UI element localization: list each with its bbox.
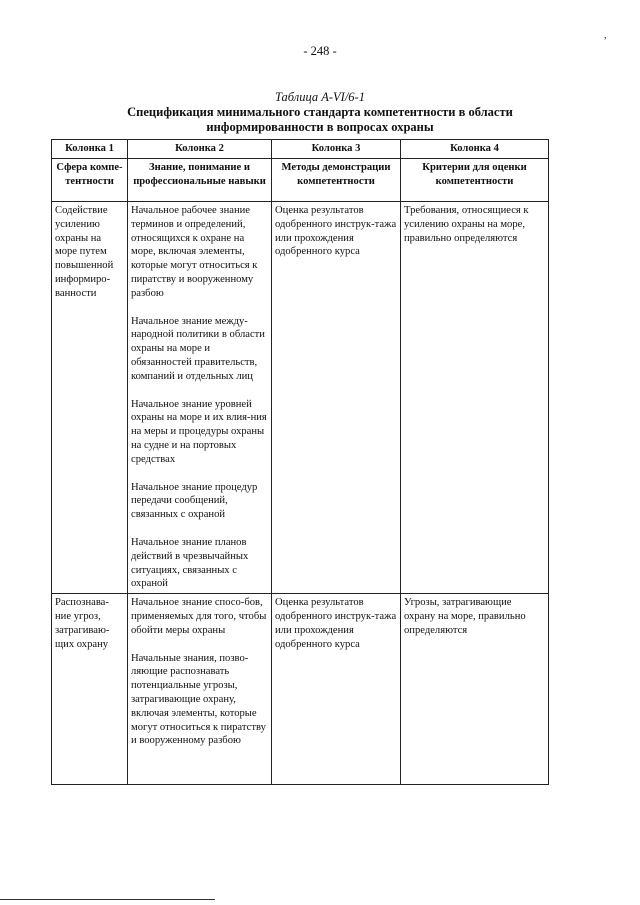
scan-mark: , [604,30,607,41]
header-row [52,159,549,202]
header-criteria: Критерии для оценки компетентности [401,159,549,202]
footer-divider [0,899,215,900]
table-row [52,202,549,594]
knowledge-item: Начальное рабочее знание терминов и определений, относящихся к охране на море, включая элементы, которые могут относиться к пиратству и вооруженному разбою [131,205,258,299]
knowledge-item: Начальное знание спосо-бов, применяемых для того, чтобы обойти меры охраны [131,597,267,636]
header-knowledge: Знание, понимание и профессиональные навыки [128,159,272,202]
knowledge-item: Начальное знание уровней охраны на море и их влия-ния на меры и процедуры охраны на судне и на портовых средствах [131,398,267,465]
knowledge-item: Начальные знания, позво-ляющие распознавать потенциальные угрозы, затрагивающие охрану, включая элементы, которые могут относиться к пиратству и вооруженному разбою [131,652,266,747]
column-number-3: Колонка 3 [272,140,401,159]
competence-table [51,139,549,785]
knowledge-item: Начальное знание процедур передачи сообщений, связанных с охраной [131,481,258,521]
column-number-row [52,140,549,159]
table-title [90,105,550,135]
column-number-1: Колонка 1 [52,140,128,159]
table-row [52,594,549,785]
table-label: Таблица A-VI/6-1 [275,90,365,104]
competence-cell: Содействие усилению охраны на море путем повышенной информиро-ванности [52,202,128,594]
page-number: - 248 - [303,44,337,58]
header-methods: Методы демонстрации компетентности [272,159,401,202]
methods-cell: Оценка результатов одобренного инструк-тажа или прохождения одобренного курса [272,594,401,785]
methods-cell: Оценка результатов одобренного инструк-тажа или прохождения одобренного курса [272,202,401,594]
knowledge-item: Начальное знание между-народной политики в области охраны на море и обязанностей правительств, компаний и отдельных лиц [131,315,265,382]
header-competence: Сфера компе-тентности [52,159,128,202]
table-title-line-2: информированности в вопросах охраны [206,120,434,134]
column-number-2: Колонка 2 [128,140,272,159]
column-number-4: Колонка 4 [401,140,549,159]
criteria-cell: Требования, относящиеся к усилению охраны на море, правильно определяются [401,202,549,594]
competence-cell: Распознава-ние угроз, затрагиваю-щих охрану [52,594,128,785]
knowledge-cell [128,202,272,594]
knowledge-cell [128,594,272,785]
knowledge-item: Начальное знание планов действий в чрезвычайных ситуациях, связанных с охраной [131,536,249,590]
criteria-cell: Угрозы, затрагивающие охрану на море, правильно определяются [401,594,549,785]
table-title-line-1: Спецификация минимального стандарта компетентности в области [127,105,513,119]
